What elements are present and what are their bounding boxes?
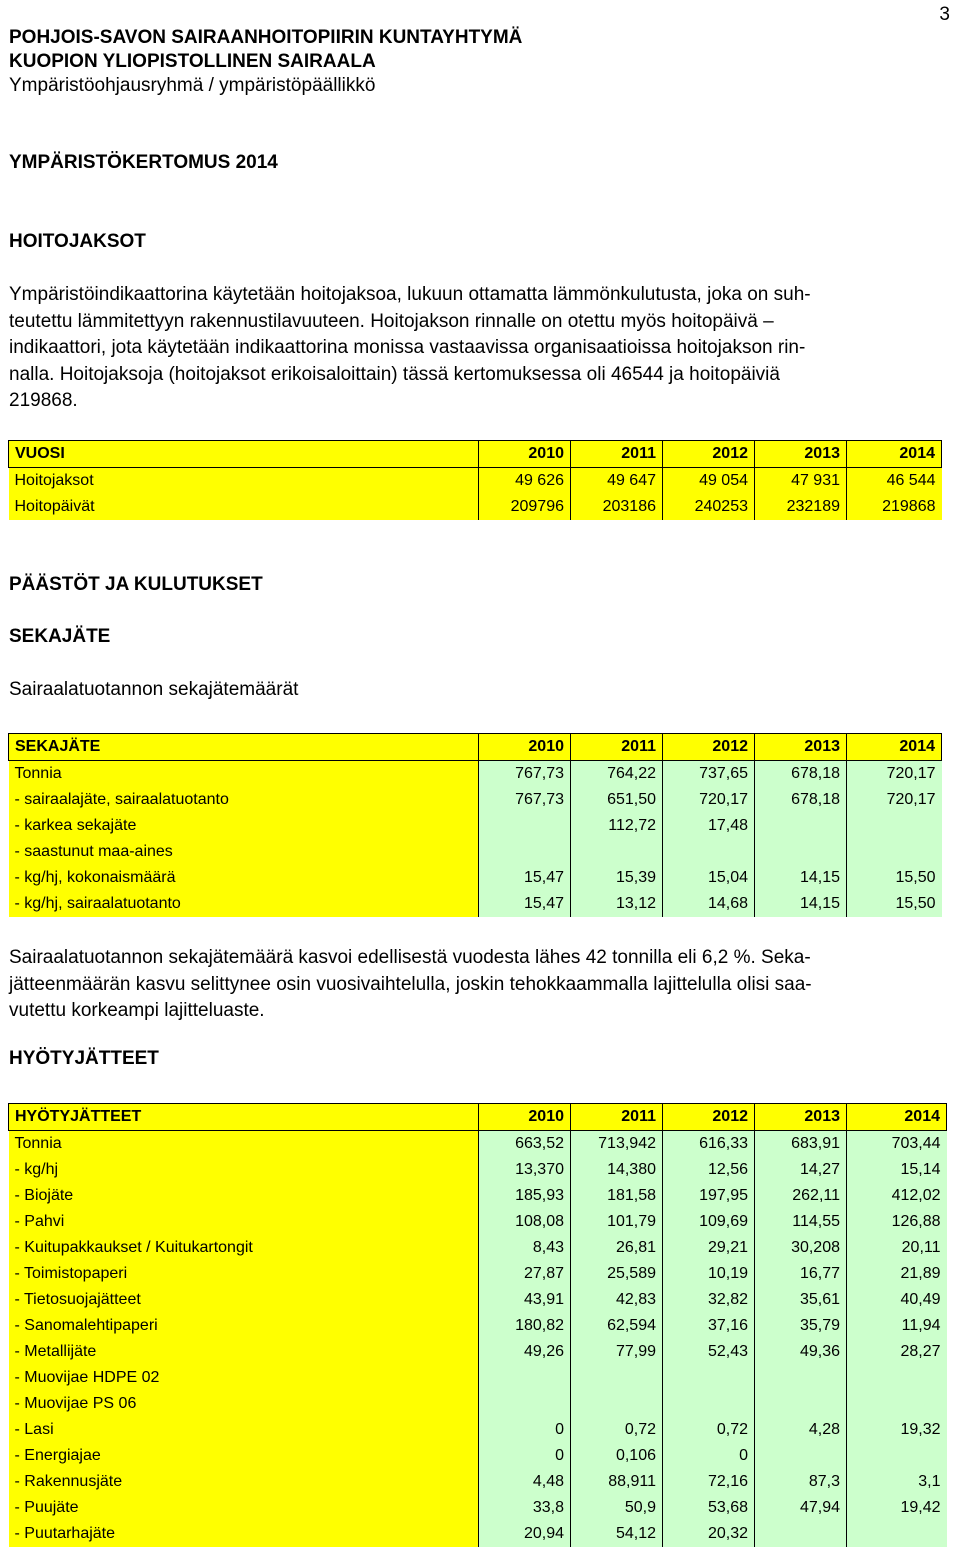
cell-value: 72,16: [663, 1469, 755, 1495]
cell-value: [847, 1391, 947, 1417]
table-row: [9, 1521, 947, 1547]
header-year: 2014: [847, 1104, 947, 1131]
table-row: [9, 1469, 947, 1495]
row-label: - Pahvi: [9, 1209, 479, 1235]
row-label: - Energiajae: [9, 1443, 479, 1469]
cell-value: 19,32: [847, 1417, 947, 1443]
cell-value: 52,43: [663, 1339, 755, 1365]
hoitojaksot-table: [8, 440, 942, 520]
cell-value: 30,208: [755, 1235, 847, 1261]
paragraph-line: 219868.: [9, 390, 78, 411]
header-year: 2010: [479, 734, 571, 761]
cell-value: 663,52: [479, 1131, 571, 1158]
cell-value: 88,911: [571, 1469, 663, 1495]
cell-value: 720,17: [847, 761, 942, 788]
cell-value: 203186: [571, 494, 663, 520]
cell-value: [755, 1443, 847, 1469]
cell-value: 180,82: [479, 1313, 571, 1339]
row-label: Hoitojaksot: [9, 468, 479, 495]
cell-value: 0,72: [663, 1417, 755, 1443]
header-year: 2014: [847, 441, 942, 468]
table-header-row: [9, 1104, 947, 1131]
cell-value: 11,94: [847, 1313, 947, 1339]
table-row: [9, 1339, 947, 1365]
cell-value: [663, 1365, 755, 1391]
cell-value: [755, 1391, 847, 1417]
page-number: 3: [939, 4, 950, 25]
cell-value: 703,44: [847, 1131, 947, 1158]
cell-value: 50,9: [571, 1495, 663, 1521]
org-name: POHJOIS-SAVON SAIRAANHOITOPIIRIN KUNTAYHTYMÄ: [9, 27, 523, 48]
cell-value: [755, 1521, 847, 1547]
header-year: 2014: [847, 734, 942, 761]
cell-value: 101,79: [571, 1209, 663, 1235]
paragraph-line: jätteenmäärän kasvu selittynee osin vuosivaihtelulla, joskin tehokkaammalla lajittelulla olisi saa-: [9, 973, 812, 995]
row-label: - kg/hj: [9, 1157, 479, 1183]
header-year: 2010: [479, 441, 571, 468]
table-row: [9, 1313, 947, 1339]
row-label: - Toimistopaperi: [9, 1261, 479, 1287]
section-heading-hyotyjatteet: HYÖTYJÄTTEET: [9, 1048, 159, 1069]
cell-value: 25,589: [571, 1261, 663, 1287]
cell-value: [663, 839, 755, 865]
department-name: Ympäristöohjausryhmä / ympäristöpäällikkö: [9, 75, 376, 96]
cell-value: 15,47: [479, 865, 571, 891]
header-year: 2011: [571, 1104, 663, 1131]
cell-value: 240253: [663, 494, 755, 520]
cell-value: 764,22: [571, 761, 663, 788]
cell-value: [479, 1365, 571, 1391]
sekajate-paragraph: [9, 945, 951, 1025]
row-label: - Tietosuojajätteet: [9, 1287, 479, 1313]
cell-value: 112,72: [571, 813, 663, 839]
cell-value: 232189: [755, 494, 847, 520]
cell-value: 15,39: [571, 865, 663, 891]
row-label: - Rakennusjäte: [9, 1469, 479, 1495]
cell-value: 47,94: [755, 1495, 847, 1521]
cell-value: [847, 1443, 947, 1469]
cell-value: [479, 839, 571, 865]
cell-value: [755, 839, 847, 865]
cell-value: 15,50: [847, 891, 942, 917]
cell-value: 14,68: [663, 891, 755, 917]
section-heading-sekajate: SEKAJÄTE: [9, 626, 111, 647]
row-label: - Lasi: [9, 1417, 479, 1443]
table-row: [9, 1287, 947, 1313]
cell-value: 14,27: [755, 1157, 847, 1183]
cell-value: 651,50: [571, 787, 663, 813]
cell-value: 4,48: [479, 1469, 571, 1495]
table-row: [9, 1261, 947, 1287]
table-row: [9, 468, 942, 495]
cell-value: 14,15: [755, 891, 847, 917]
cell-value: 114,55: [755, 1209, 847, 1235]
header-year: 2013: [755, 1104, 847, 1131]
cell-value: 21,89: [847, 1261, 947, 1287]
row-label: - Biojäte: [9, 1183, 479, 1209]
table-row: [9, 1209, 947, 1235]
cell-value: 0,72: [571, 1417, 663, 1443]
cell-value: 412,02: [847, 1183, 947, 1209]
cell-value: [755, 1365, 847, 1391]
cell-value: 262,11: [755, 1183, 847, 1209]
table-row: [9, 813, 942, 839]
cell-value: 15,47: [479, 891, 571, 917]
row-label: - Sanomalehtipaperi: [9, 1313, 479, 1339]
cell-value: 8,43: [479, 1235, 571, 1261]
cell-value: 720,17: [663, 787, 755, 813]
row-label: - saastunut maa-aines: [9, 839, 479, 865]
hospital-name: KUOPION YLIOPISTOLLINEN SAIRAALA: [9, 51, 376, 72]
cell-value: 767,73: [479, 787, 571, 813]
table-row: [9, 1495, 947, 1521]
cell-value: 0,106: [571, 1443, 663, 1469]
cell-value: 16,77: [755, 1261, 847, 1287]
cell-value: [847, 1365, 947, 1391]
row-label: - Puujäte: [9, 1495, 479, 1521]
cell-value: 737,65: [663, 761, 755, 788]
cell-value: [847, 839, 942, 865]
table-row: [9, 1443, 947, 1469]
cell-value: 49 626: [479, 468, 571, 495]
cell-value: 616,33: [663, 1131, 755, 1158]
section-heading-paastot: PÄÄSTÖT JA KULUTUKSET: [9, 574, 263, 595]
row-label: Hoitopäivät: [9, 494, 479, 520]
table-row: [9, 1235, 947, 1261]
cell-value: 185,93: [479, 1183, 571, 1209]
cell-value: [571, 1391, 663, 1417]
cell-value: 26,81: [571, 1235, 663, 1261]
cell-value: 54,12: [571, 1521, 663, 1547]
cell-value: [755, 813, 847, 839]
cell-value: 49 054: [663, 468, 755, 495]
table-row: [9, 839, 942, 865]
header-year: 2011: [571, 734, 663, 761]
cell-value: 0: [663, 1443, 755, 1469]
table-row: [9, 1391, 947, 1417]
cell-value: 27,87: [479, 1261, 571, 1287]
cell-value: 42,83: [571, 1287, 663, 1313]
cell-value: 713,942: [571, 1131, 663, 1158]
header-year: 2010: [479, 1104, 571, 1131]
row-label: - Kuitupakkaukset / Kuitukartongit: [9, 1235, 479, 1261]
cell-value: 35,79: [755, 1313, 847, 1339]
header-label: HYÖTYJÄTTEET: [9, 1104, 479, 1131]
cell-value: 43,91: [479, 1287, 571, 1313]
cell-value: 0: [479, 1443, 571, 1469]
row-label: - Muovijae PS 06: [9, 1391, 479, 1417]
cell-value: 767,73: [479, 761, 571, 788]
cell-value: 49,36: [755, 1339, 847, 1365]
header-label: SEKAJÄTE: [9, 734, 479, 761]
row-label: - kg/hj, sairaalatuotanto: [9, 891, 479, 917]
row-label: - sairaalajäte, sairaalatuotanto: [9, 787, 479, 813]
table-row: [9, 1365, 947, 1391]
cell-value: 181,58: [571, 1183, 663, 1209]
table-row: [9, 1131, 947, 1158]
table-header-row: [9, 441, 942, 468]
row-label: - kg/hj, kokonaismäärä: [9, 865, 479, 891]
header-year: 2013: [755, 441, 847, 468]
cell-value: 77,99: [571, 1339, 663, 1365]
row-label: Tonnia: [9, 761, 479, 788]
paragraph-line: indikaattori, jota käytetään indikaattorina monissa vastaavissa organisaatioissa hoitojakson rin-: [9, 337, 806, 358]
cell-value: 17,48: [663, 813, 755, 839]
report-title: YMPÄRISTÖKERTOMUS 2014: [9, 152, 278, 173]
paragraph-line: teutettu lämmitettyyn rakennustilavuuteen. Hoitojakson rinnalle on otettu myös hoitopäivä –: [9, 310, 774, 332]
cell-value: 219868: [847, 494, 942, 520]
table-row: [9, 494, 942, 520]
header-year: 2011: [571, 441, 663, 468]
table-row: [9, 891, 942, 917]
cell-value: 126,88: [847, 1209, 947, 1235]
header-year: 2012: [663, 734, 755, 761]
table-row: [9, 787, 942, 813]
row-label: - Muovijae HDPE 02: [9, 1365, 479, 1391]
cell-value: 678,18: [755, 761, 847, 788]
table-row: [9, 1417, 947, 1443]
table-header-row: [9, 734, 942, 761]
cell-value: [571, 839, 663, 865]
table-row: [9, 761, 942, 788]
sekajate-subheading: Sairaalatuotannon sekajätemäärät: [9, 679, 299, 700]
hyotyjatteet-table: [8, 1103, 947, 1547]
cell-value: 720,17: [847, 787, 942, 813]
cell-value: 13,370: [479, 1157, 571, 1183]
row-label: - karkea sekajäte: [9, 813, 479, 839]
cell-value: 15,50: [847, 865, 942, 891]
sekajate-table: [8, 733, 942, 917]
section-heading-hoitojaksot: HOITOJAKSOT: [9, 231, 146, 252]
cell-value: [479, 1391, 571, 1417]
cell-value: 19,42: [847, 1495, 947, 1521]
cell-value: 20,32: [663, 1521, 755, 1547]
cell-value: 108,08: [479, 1209, 571, 1235]
cell-value: 14,15: [755, 865, 847, 891]
paragraph-line: nalla. Hoitojaksoja (hoitojaksot erikoisaloittain) tässä kertomuksessa oli 46544 ja hoitopäiviä: [9, 363, 780, 385]
paragraph-line: Ympäristöindikaattorina käytetään hoitojaksoa, lukuun ottamatta lämmönkulutusta, joka on suh-: [9, 284, 811, 305]
cell-value: 46 544: [847, 468, 942, 495]
cell-value: [847, 1521, 947, 1547]
cell-value: 109,69: [663, 1209, 755, 1235]
header-year: 2012: [663, 1104, 755, 1131]
cell-value: [847, 813, 942, 839]
table-row: [9, 1157, 947, 1183]
header-year: 2012: [663, 441, 755, 468]
cell-value: 197,95: [663, 1183, 755, 1209]
cell-value: 35,61: [755, 1287, 847, 1313]
cell-value: 62,594: [571, 1313, 663, 1339]
cell-value: 20,11: [847, 1235, 947, 1261]
cell-value: 20,94: [479, 1521, 571, 1547]
row-label: - Metallijäte: [9, 1339, 479, 1365]
cell-value: 678,18: [755, 787, 847, 813]
cell-value: 28,27: [847, 1339, 947, 1365]
cell-value: 37,16: [663, 1313, 755, 1339]
hoitojaksot-paragraph: [9, 282, 951, 415]
row-label: - Puutarhajäte: [9, 1521, 479, 1547]
cell-value: 87,3: [755, 1469, 847, 1495]
cell-value: 4,28: [755, 1417, 847, 1443]
row-label: Tonnia: [9, 1131, 479, 1158]
cell-value: 15,04: [663, 865, 755, 891]
cell-value: [663, 1391, 755, 1417]
cell-value: 683,91: [755, 1131, 847, 1158]
cell-value: 14,380: [571, 1157, 663, 1183]
header-year: 2013: [755, 734, 847, 761]
table-row: [9, 1183, 947, 1209]
cell-value: 49 647: [571, 468, 663, 495]
cell-value: 10,19: [663, 1261, 755, 1287]
cell-value: 40,49: [847, 1287, 947, 1313]
cell-value: [479, 813, 571, 839]
cell-value: 3,1: [847, 1469, 947, 1495]
cell-value: 33,8: [479, 1495, 571, 1521]
cell-value: 209796: [479, 494, 571, 520]
header-label: VUOSI: [9, 441, 479, 468]
cell-value: 13,12: [571, 891, 663, 917]
cell-value: [571, 1365, 663, 1391]
cell-value: 29,21: [663, 1235, 755, 1261]
cell-value: 47 931: [755, 468, 847, 495]
paragraph-line: Sairaalatuotannon sekajätemäärä kasvoi edellisestä vuodesta lähes 42 tonnilla eli 6,2 %. Seka-: [9, 947, 811, 968]
cell-value: 49,26: [479, 1339, 571, 1365]
cell-value: 12,56: [663, 1157, 755, 1183]
cell-value: 53,68: [663, 1495, 755, 1521]
cell-value: 0: [479, 1417, 571, 1443]
cell-value: 32,82: [663, 1287, 755, 1313]
paragraph-line: vutettu korkeampi lajitteluaste.: [9, 1000, 265, 1021]
cell-value: 15,14: [847, 1157, 947, 1183]
table-row: [9, 865, 942, 891]
